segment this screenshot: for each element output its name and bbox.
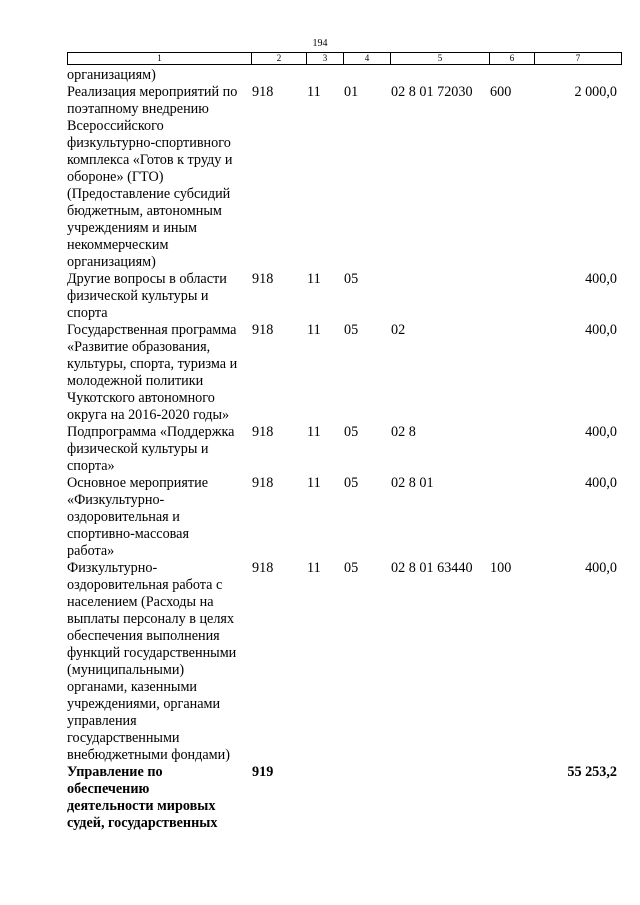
- cell-name: (Предоставление субсидий: [67, 186, 231, 202]
- header-col-1: 1: [68, 53, 252, 64]
- cell-name: спорта: [67, 305, 108, 321]
- cell-name: «Физкультурно-: [67, 492, 165, 508]
- cell-name: обеспечения выполнения: [67, 628, 220, 644]
- cell-name: (муниципальными): [67, 662, 185, 678]
- header-col-2: 2: [252, 53, 307, 64]
- cell-name: деятельности мировых: [67, 798, 216, 814]
- cell-name: учреждениям и иным: [67, 220, 198, 236]
- cell-expense-type: 100: [490, 560, 512, 576]
- cell-target-article: 02: [391, 322, 406, 338]
- cell-name: организациям): [67, 67, 156, 83]
- cell-name: обороне» (ГТО): [67, 169, 164, 185]
- cell-name: выплаты персоналу в целях: [67, 611, 235, 627]
- cell-name: Всероссийского: [67, 118, 164, 134]
- cell-ministry-code: 918: [252, 475, 274, 491]
- cell-target-article: 02 8 01: [391, 475, 434, 491]
- cell-name: молодежной политики: [67, 373, 204, 389]
- cell-expense-type: 600: [490, 84, 512, 100]
- cell-ministry-code: 919: [252, 764, 274, 780]
- cell-name: оздоровительная и: [67, 509, 180, 525]
- cell-name: бюджетным, автономным: [67, 203, 222, 219]
- cell-section: 11: [307, 84, 321, 100]
- cell-subsection: 05: [344, 322, 359, 338]
- cell-subsection: 05: [344, 475, 359, 491]
- header-col-4: 4: [344, 53, 391, 64]
- header-col-5: 5: [391, 53, 490, 64]
- header-col-7: 7: [575, 53, 581, 63]
- cell-target-article: 02 8: [391, 424, 416, 440]
- table-header-row: [67, 52, 622, 65]
- cell-name: органами, казенными: [67, 679, 198, 695]
- cell-ministry-code: 918: [252, 424, 274, 440]
- header-col-3: 3: [307, 53, 344, 64]
- cell-name: судей, государственных: [67, 815, 218, 831]
- cell-amount: 400,0: [585, 424, 617, 440]
- cell-name: Другие вопросы в области: [67, 271, 227, 287]
- cell-name: оздоровительная работа с: [67, 577, 223, 593]
- cell-name: «Развитие образования,: [67, 339, 211, 355]
- cell-subsection: 01: [344, 84, 359, 100]
- cell-subsection: 05: [344, 424, 359, 440]
- cell-name: населением (Расходы на: [67, 594, 214, 610]
- cell-name: Подпрограмма «Поддержка: [67, 424, 235, 440]
- cell-name: физической культуры и: [67, 441, 209, 457]
- cell-ministry-code: 918: [252, 560, 274, 576]
- cell-section: 11: [307, 560, 321, 576]
- cell-name: учреждениями, органами: [67, 696, 221, 712]
- cell-section: 11: [307, 475, 321, 491]
- cell-name: функций государственными: [67, 645, 237, 661]
- cell-name: Физкультурно-: [67, 560, 158, 576]
- cell-name: обеспечению: [67, 781, 150, 797]
- cell-name: спортивно-массовая: [67, 526, 189, 542]
- cell-section: 11: [307, 424, 321, 440]
- cell-name: культуры, спорта, туризма и: [67, 356, 238, 372]
- cell-name: внебюджетными фондами): [67, 747, 230, 763]
- cell-amount: 2 000,0: [574, 84, 617, 100]
- cell-name: Государственная программа: [67, 322, 237, 338]
- cell-subsection: 05: [344, 560, 359, 576]
- cell-name: управления: [67, 713, 137, 729]
- cell-name: работа»: [67, 543, 115, 559]
- cell-ministry-code: 918: [252, 271, 274, 287]
- cell-amount: 55 253,2: [567, 764, 617, 780]
- cell-ministry-code: 918: [252, 84, 274, 100]
- cell-name: округа на 2016-2020 годы»: [67, 407, 230, 423]
- page-number: 194: [312, 38, 328, 49]
- cell-target-article: 02 8 01 63440: [391, 560, 473, 576]
- cell-name: некоммерческим: [67, 237, 169, 253]
- cell-ministry-code: 918: [252, 322, 274, 338]
- cell-amount: 400,0: [585, 271, 617, 287]
- cell-name: физической культуры и: [67, 288, 209, 304]
- cell-name: спорта»: [67, 458, 115, 474]
- cell-name: физкультурно-спортивного: [67, 135, 231, 151]
- cell-section: 11: [307, 322, 321, 338]
- cell-amount: 400,0: [585, 475, 617, 491]
- cell-name: поэтапному внедрению: [67, 101, 209, 117]
- cell-target-article: 02 8 01 72030: [391, 84, 473, 100]
- cell-section: 11: [307, 271, 321, 287]
- cell-name: государственными: [67, 730, 180, 746]
- cell-name: Основное мероприятие: [67, 475, 208, 491]
- cell-name: организациям): [67, 254, 156, 270]
- cell-amount: 400,0: [585, 560, 617, 576]
- cell-name: Управление по: [67, 764, 163, 780]
- header-col-6: 6: [490, 53, 535, 64]
- cell-subsection: 05: [344, 271, 359, 287]
- cell-name: Реализация мероприятий по: [67, 84, 238, 100]
- cell-name: комплекса «Готов к труду и: [67, 152, 233, 168]
- cell-amount: 400,0: [585, 322, 617, 338]
- cell-name: Чукотского автономного: [67, 390, 215, 406]
